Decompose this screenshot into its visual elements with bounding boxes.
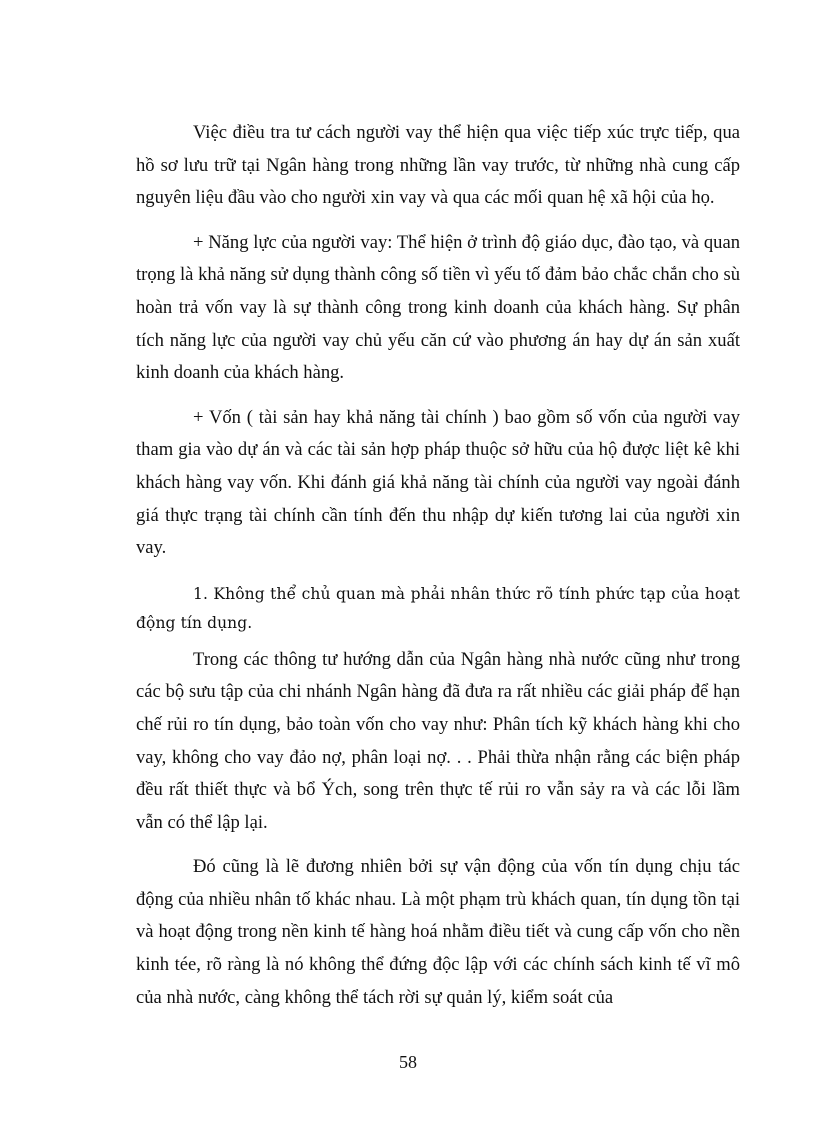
- paragraph-guidelines: Trong các thông tư hướng dẫn của Ngân hàng nhà nước cũng như trong các bộ sưu tập của chi nhánh Ngân hàng đã đưa ra rất nhiều các giải pháp để hạn chế rủi ro tín dụng, bảo toàn vốn cho vay như: Phân tích kỹ khách hàng khi cho vay, không cho vay đảo nợ, phân loại nợ. . . Phải thừa nhận rằng các biện pháp đều rất thiết thực và bổ Ých, song trên thực tế rủi ro vẫn sảy ra và các lỗi lầm vẫn có thể lập lại.: [136, 648, 740, 833]
- paragraph-capital: + Vốn ( tài sản hay khả năng tài chính ) bao gồm số vốn của người vay tham gia vào dự án và các tài sản hợp pháp thuộc sở hữu của hộ được liệt kê khi khách hàng vay vốn. Khi đánh giá khả năng tài chính của người vay ngoài đánh giá thực trạng tài chính cần tính đến thu nhập dự kiến tương lai của người xin vay.: [136, 406, 740, 559]
- body-text: [136, 117, 740, 1014]
- paragraph-credit-movement: Đó cũng là lẽ đương nhiên bởi sự vận động của vốn tín dụng chịu tác động của nhiều nhân tố khác nhau. Là một phạm trù khách quan, tín dụng tồn tại và hoạt động trong nền kinh tế hàng hoá nhằm điều tiết và cung cấp vốn cho nền kinh tée, rõ ràng là nó không thể đứng độc lập với các chính sách kinh tế vĩ mô của nhà nước, càng không thể tách rời sự quản lý, kiểm soát của: [136, 856, 740, 1008]
- section-heading: 1. Không thể chủ quan mà phải nhân thức rõ tính phức tạp của hoạt động tín dụng.: [136, 584, 740, 632]
- page-number: 58: [399, 1052, 417, 1072]
- paragraph-borrower-capacity: + Năng lực của người vay: Thể hiện ở trình độ giáo dục, đào tạo, và quan trọng là khả năng sử dụng thành công số tiền vì yếu tố đảm bảo chắc chắn cho sù hoàn trả vốn vay là sự thành công trong kinh doanh của khách hàng. Sự phân tích năng lực của người vay chủ yếu căn cứ vào phương án hay dự án sản xuất kinh doanh của khách hàng.: [136, 231, 740, 384]
- paragraph-borrower-character: Việc điều tra tư cách người vay thể hiện qua việc tiếp xúc trực tiếp, qua hồ sơ lưu trữ tại Ngân hàng trong những lần vay trước, từ những nhà cung cấp nguyên liệu đầu vào cho người xin vay và qua các mối quan hệ xã hội của họ.: [136, 122, 740, 209]
